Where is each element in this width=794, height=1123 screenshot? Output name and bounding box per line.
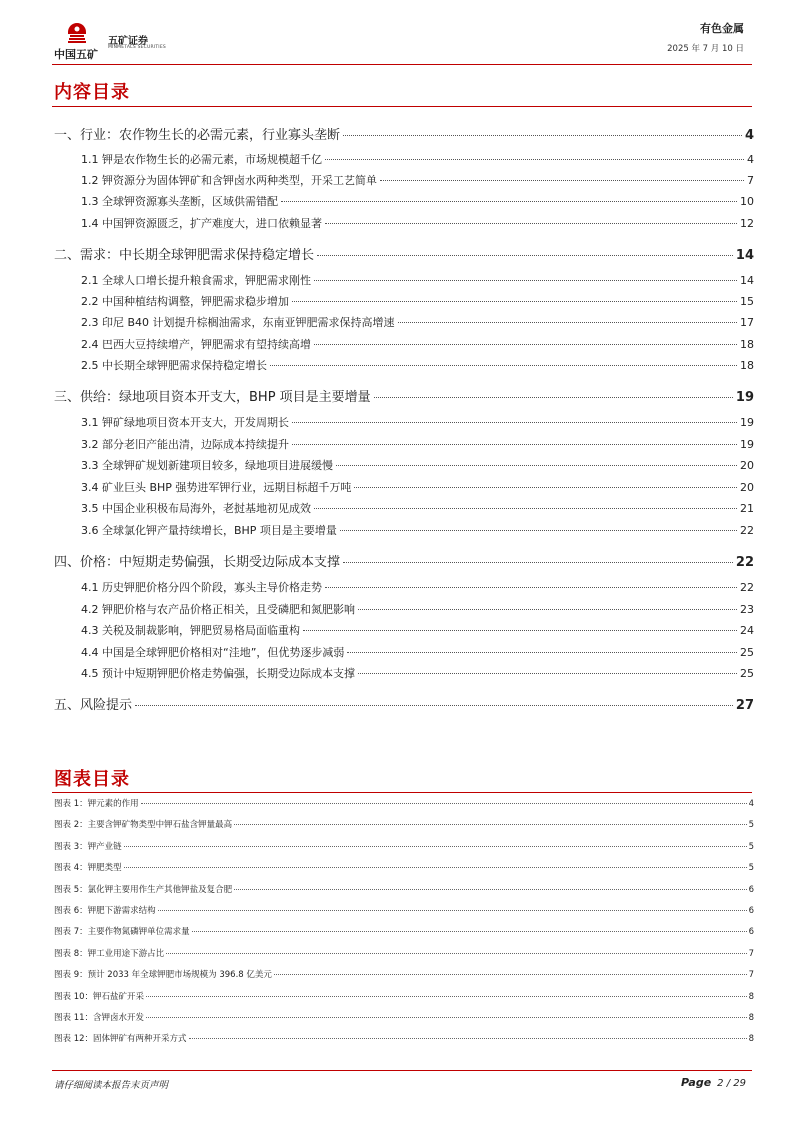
page-label: Page xyxy=(681,1076,712,1089)
toc-page-number: 4 xyxy=(744,128,754,143)
toc-section-row[interactable] xyxy=(54,314,754,330)
dot-leader xyxy=(343,562,733,563)
figure-entry-text: 图表 9：预计 2033 年全球钾肥市场规模为 396.8 亿美元 xyxy=(54,970,272,980)
dot-leader xyxy=(380,180,744,181)
toc-entry-text: 3.5 中国企业积极布局海外，老挝基地初见成效 xyxy=(81,502,311,515)
toc-page-number: 14 xyxy=(735,248,754,263)
page-number xyxy=(681,1076,746,1089)
toc-page-number: 19 xyxy=(740,438,754,451)
toc-entry-text: 四、价格：中短期走势偏强，长期受边际成本支撑 xyxy=(54,555,341,570)
figure-page-number: 8 xyxy=(748,992,754,1002)
toc-page-number: 20 xyxy=(740,459,754,472)
toc-entry-text: 4.2 钾肥价格与农产品价格正相关，且受磷肥和氮肥影响 xyxy=(81,603,355,616)
dot-leader xyxy=(158,910,747,911)
toc-entry-text: 1.3 全球钾资源寡头垄断，区域供需错配 xyxy=(81,195,278,208)
toc-section-row[interactable] xyxy=(54,457,754,473)
toc-page-number: 19 xyxy=(735,390,754,405)
figure-page-number: 4 xyxy=(748,799,754,809)
report-date: 2025 年 7 月 10 日 xyxy=(667,44,744,54)
figure-list-row[interactable] xyxy=(54,904,754,916)
brand-name-en: MINMETALS SECURITIES xyxy=(108,45,166,50)
toc-page-number: 22 xyxy=(740,524,754,537)
dot-leader xyxy=(270,365,737,366)
toc-section-row[interactable] xyxy=(54,500,754,516)
toc-entry-text: 4.1 历史钾肥价格分四个阶段，寡头主导价格走势 xyxy=(81,581,322,594)
toc-entry-text: 3.6 全球氯化钾产量持续增长，BHP 项目是主要增量 xyxy=(81,524,337,537)
figure-page-number: 5 xyxy=(748,863,754,873)
figure-page-number: 7 xyxy=(748,970,754,980)
dot-leader xyxy=(141,803,747,804)
dot-leader xyxy=(274,974,747,975)
toc-page-number: 4 xyxy=(747,153,754,166)
dot-leader xyxy=(358,609,737,610)
toc-section-row[interactable] xyxy=(54,579,754,595)
toc-section-row[interactable] xyxy=(54,414,754,430)
company-name: 中国五矿 xyxy=(54,48,98,61)
figure-page-number: 7 xyxy=(748,949,754,959)
dot-leader xyxy=(234,889,746,890)
toc-page-number: 25 xyxy=(740,667,754,680)
toc-chapter-row[interactable] xyxy=(54,694,754,713)
header-info xyxy=(667,20,744,54)
dot-leader xyxy=(358,673,737,674)
toc-page-number: 23 xyxy=(740,603,754,616)
page-value: 2 / 29 xyxy=(717,1078,746,1089)
toc-entry-text: 五、风险提示 xyxy=(54,698,133,713)
figure-entry-text: 图表 5：氯化钾主要用作生产其他钾盐及复合肥 xyxy=(54,885,233,895)
figures-title: 图表目录 xyxy=(54,769,130,790)
figure-list-row[interactable] xyxy=(54,861,754,873)
dot-leader xyxy=(398,322,737,323)
figure-page-number: 6 xyxy=(748,906,754,916)
toc-section-row[interactable] xyxy=(54,293,754,309)
toc-entry-text: 3.2 部分老旧产能出清，边际成本持续提升 xyxy=(81,438,289,451)
dot-leader xyxy=(234,824,746,825)
header-divider xyxy=(52,64,752,65)
figure-list-row[interactable] xyxy=(54,840,754,852)
toc-section-row[interactable] xyxy=(54,622,754,638)
toc-section-row[interactable] xyxy=(54,357,754,373)
toc-chapter-row[interactable] xyxy=(54,124,754,143)
figures-title-rule xyxy=(52,792,752,793)
dot-leader xyxy=(189,1038,747,1039)
figure-list-row[interactable] xyxy=(54,1011,754,1023)
toc-entry-text: 1.1 钾是农作物生长的必需元素，市场规模超千亿 xyxy=(81,153,322,166)
toc-page-number: 25 xyxy=(740,646,754,659)
figure-entry-text: 图表 12：固体钾矿有两种开采方式 xyxy=(54,1034,187,1044)
toc-entry-text: 2.2 中国种植结构调整，钾肥需求稳步增加 xyxy=(81,295,289,308)
dot-leader xyxy=(292,301,737,302)
figure-entry-text: 图表 10：钾石盐矿开采 xyxy=(54,992,145,1002)
figure-list-row[interactable] xyxy=(54,925,754,937)
toc-entry-text: 3.4 矿业巨头 BHP 强势进军钾行业，远期目标超千万吨 xyxy=(81,481,352,494)
figure-list-row[interactable] xyxy=(54,1032,754,1044)
figure-list-row[interactable] xyxy=(54,947,754,959)
toc-section-row[interactable] xyxy=(54,336,754,352)
figure-page-number: 6 xyxy=(748,885,754,895)
dot-leader xyxy=(374,397,733,398)
toc-entry-text: 2.4 巴西大豆持续增产，钾肥需求有望持续高增 xyxy=(81,338,311,351)
page-header xyxy=(0,0,794,70)
toc-entry-text: 4.5 预计中短期钾肥价格走势偏强，长期受边际成本支撑 xyxy=(81,667,355,680)
toc-chapter-row[interactable] xyxy=(54,244,754,263)
toc-entry-text: 1.2 钾资源分为固体钾矿和含钾卤水两种类型，开采工艺简单 xyxy=(81,174,377,187)
figure-entry-text: 图表 3：钾产业链 xyxy=(54,842,122,852)
figure-list-row[interactable] xyxy=(54,968,754,980)
dot-leader xyxy=(303,630,737,631)
toc-section-row[interactable] xyxy=(54,272,754,288)
industry-label: 有色金属 xyxy=(700,22,744,35)
company-logo xyxy=(54,22,164,62)
toc-entry-text: 2.5 中长期全球钾肥需求保持稳定增长 xyxy=(81,359,267,372)
toc-page-number: 18 xyxy=(740,359,754,372)
figure-page-number: 8 xyxy=(748,1034,754,1044)
toc-chapter-row[interactable] xyxy=(54,386,754,405)
toc-entry-text: 2.3 印尼 B40 计划提升棕榈油需求，东南亚钾肥需求保持高增速 xyxy=(81,316,395,329)
figure-page-number: 5 xyxy=(748,842,754,852)
brand-name: 五矿证券 xyxy=(108,36,148,47)
dot-leader xyxy=(192,931,747,932)
dot-leader xyxy=(166,953,746,954)
toc-page-number: 7 xyxy=(747,174,754,187)
toc-entry-text: 一、行业：农作物生长的必需元素，行业寡头垄断 xyxy=(54,128,341,143)
dot-leader xyxy=(146,996,747,997)
figure-entry-text: 图表 7：主要作物氮磷钾单位需求量 xyxy=(54,927,190,937)
dot-leader xyxy=(343,135,742,136)
toc-page-number: 18 xyxy=(740,338,754,351)
dot-leader xyxy=(314,344,737,345)
toc-page-number: 27 xyxy=(735,698,754,713)
toc-section-row[interactable] xyxy=(54,644,754,660)
toc-section-row[interactable] xyxy=(54,151,754,167)
dot-leader xyxy=(325,223,737,224)
footer-disclaimer: 请仔细阅读本报告末页声明 xyxy=(54,1080,169,1091)
toc-entry-text: 4.3 关税及制裁影响，钾肥贸易格局面临重构 xyxy=(81,624,300,637)
toc-page-number: 17 xyxy=(740,316,754,329)
toc-page-number: 24 xyxy=(740,624,754,637)
dot-leader xyxy=(325,159,744,160)
figure-entry-text: 图表 6：钾肥下游需求结构 xyxy=(54,906,156,916)
figure-entry-text: 图表 8：钾工业用途下游占比 xyxy=(54,949,165,959)
dot-leader xyxy=(347,652,737,653)
dot-leader xyxy=(146,1017,747,1018)
dot-leader xyxy=(317,255,733,256)
toc-entry-text: 三、供给：绿地项目资本开支大，BHP 项目是主要增量 xyxy=(54,390,371,405)
dot-leader xyxy=(354,487,737,488)
figure-entry-text: 图表 11：含钾卤水开发 xyxy=(54,1013,145,1023)
toc-entry-text: 2.1 全球人口增长提升粮食需求，钾肥需求刚性 xyxy=(81,274,311,287)
toc-page-number: 22 xyxy=(735,555,754,570)
dot-leader xyxy=(124,846,747,847)
figure-list-row[interactable] xyxy=(54,797,754,809)
toc-section-row[interactable] xyxy=(54,522,754,538)
toc-page-number: 22 xyxy=(740,581,754,594)
dot-leader xyxy=(336,465,737,466)
toc-chapter-row[interactable] xyxy=(54,551,754,570)
figure-page-number: 8 xyxy=(748,1013,754,1023)
figure-page-number: 6 xyxy=(748,927,754,937)
dot-leader xyxy=(325,587,737,588)
dot-leader xyxy=(124,867,747,868)
toc-section-row[interactable] xyxy=(54,436,754,452)
toc-page-number: 10 xyxy=(740,195,754,208)
toc-title: 内容目录 xyxy=(54,82,130,103)
toc-entry-text: 4.4 中国是全球钾肥价格相对“洼地”，但优势逐步减弱 xyxy=(81,646,345,659)
figure-page-number: 5 xyxy=(748,820,754,830)
toc-entry-text: 3.1 钾矿绿地项目资本开支大，开发周期长 xyxy=(81,416,289,429)
toc-section-row[interactable] xyxy=(54,665,754,681)
toc-section-row[interactable] xyxy=(54,479,754,495)
toc-section-row[interactable] xyxy=(54,193,754,209)
toc-page-number: 14 xyxy=(740,274,754,287)
footer-divider xyxy=(52,1070,752,1071)
dot-leader xyxy=(281,201,737,202)
figure-entry-text: 图表 4：钾肥类型 xyxy=(54,863,122,873)
figure-entry-text: 图表 2：主要含钾矿物类型中钾石盐含钾量最高 xyxy=(54,820,233,830)
toc-section-row[interactable] xyxy=(54,215,754,231)
figure-list-row[interactable] xyxy=(54,818,754,830)
toc-page-number: 20 xyxy=(740,481,754,494)
dot-leader xyxy=(314,508,737,509)
dot-leader xyxy=(135,705,733,706)
dot-leader xyxy=(292,444,737,445)
dot-leader xyxy=(340,530,737,531)
figure-list-row[interactable] xyxy=(54,883,754,895)
dot-leader xyxy=(314,280,737,281)
toc-section-row[interactable] xyxy=(54,601,754,617)
toc-page-number: 21 xyxy=(740,502,754,515)
toc-section-row[interactable] xyxy=(54,172,754,188)
toc-page-number: 15 xyxy=(740,295,754,308)
toc-title-rule xyxy=(52,106,752,107)
toc-page-number: 19 xyxy=(740,416,754,429)
toc-entry-text: 1.4 中国钾资源匮乏，扩产难度大，进口依赖显著 xyxy=(81,217,322,230)
toc-page-number: 12 xyxy=(740,217,754,230)
figure-list-row[interactable] xyxy=(54,990,754,1002)
toc-entry-text: 二、需求：中长期全球钾肥需求保持稳定增长 xyxy=(54,248,315,263)
china-minmetals-emblem-icon xyxy=(66,22,88,44)
dot-leader xyxy=(292,422,737,423)
figure-entry-text: 图表 1：钾元素的作用 xyxy=(54,799,139,809)
toc-entry-text: 3.3 全球钾矿规划新建项目较多，绿地项目进展缓慢 xyxy=(81,459,333,472)
